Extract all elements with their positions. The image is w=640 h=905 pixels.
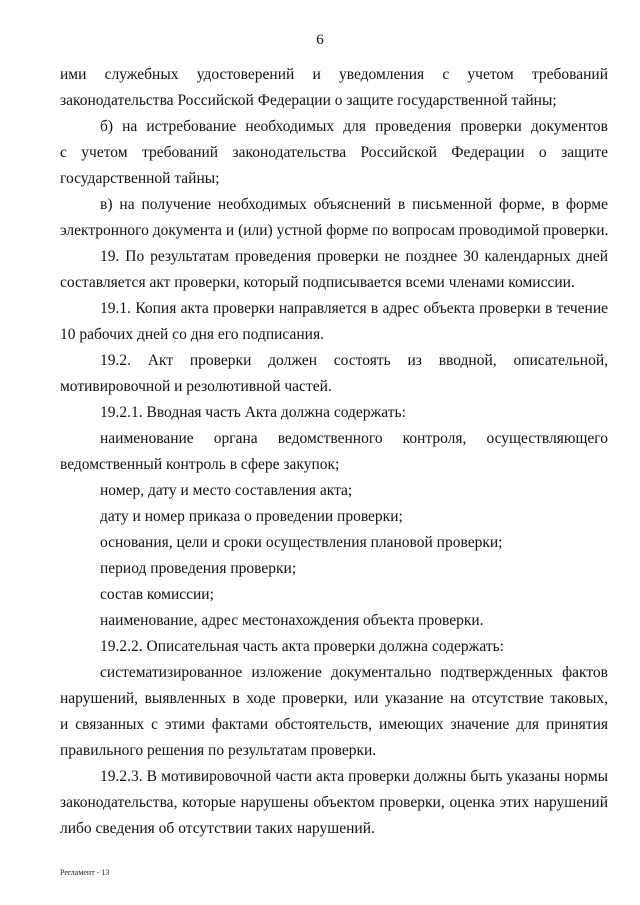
text-line: 10 рабочих дней со дня его подписания. <box>60 326 324 343</box>
text-line: правильного решения по результатам проверки. <box>60 742 377 759</box>
paragraph <box>60 504 608 530</box>
text-line: 19.1. Копия акта проверки направляется в адрес объекта проверки в течение <box>100 300 608 317</box>
paragraph <box>60 62 608 114</box>
paragraph <box>60 634 608 660</box>
paragraph <box>60 400 608 426</box>
text-line: электронного документа и (или) устной форме по вопросам проводимой проверки. <box>60 222 609 239</box>
paragraph <box>60 192 608 244</box>
text-line: либо сведения об отсутствии таких нарушений. <box>60 820 375 837</box>
paragraph <box>60 660 608 764</box>
paragraph <box>60 582 608 608</box>
paragraph <box>60 114 608 192</box>
text-line: ведомственный контроль в сфере закупок; <box>60 456 340 473</box>
text-line: 19.2.1. Вводная часть Акта должна содержать: <box>100 404 406 421</box>
paragraph <box>60 296 608 348</box>
text-line: основания, цели и сроки осуществления плановой проверки; <box>100 534 503 551</box>
text-line: законодательства, которые нарушены объектом проверки, оценка этих нарушений <box>60 794 608 811</box>
text-line: нарушений, выявленных в ходе проверки, или указание на отсутствие таковых, <box>60 690 608 707</box>
text-line: законодательства Российской Федерации о защите государственной тайны; <box>60 92 557 109</box>
document-body <box>60 62 608 842</box>
footer-label: Регламент - 13 <box>60 868 110 877</box>
text-line: 19.2. Акт проверки должен состоять из вводной, описательной, <box>100 352 608 369</box>
paragraph <box>60 244 608 296</box>
paragraph <box>60 530 608 556</box>
text-line: наименование, адрес местонахождения объекта проверки. <box>100 612 484 629</box>
text-line: состав комиссии; <box>100 586 214 603</box>
paragraph <box>60 608 608 634</box>
paragraph <box>60 426 608 478</box>
text-line: б) на истребование необходимых для проведения проверки документов <box>100 118 608 135</box>
text-line: в) на получение необходимых объяснений в письменной форме, в форме <box>100 196 608 213</box>
text-line: государственной тайны; <box>60 170 220 187</box>
text-line: 19. По результатам проведения проверки не позднее 30 календарных дней <box>100 248 608 265</box>
text-line: период проведения проверки; <box>100 560 297 577</box>
text-line: дату и номер приказа о проведении проверки; <box>100 508 403 525</box>
paragraph <box>60 478 608 504</box>
text-line: 19.2.2. Описательная часть акта проверки должна содержать: <box>100 638 504 655</box>
paragraph <box>60 348 608 400</box>
paragraph <box>60 764 608 842</box>
text-line: 19.2.3. В мотивировочной части акта проверки должны быть указаны нормы <box>100 768 608 785</box>
page-number: 6 <box>316 32 324 48</box>
text-line: наименование органа ведомственного контроля, осуществляющего <box>100 430 608 447</box>
text-line: с учетом требований законодательства Российской Федерации о защите <box>60 144 608 161</box>
text-line: систематизированное изложение документально подтвержденных фактов <box>100 664 608 681</box>
text-line: составляется акт проверки, который подписывается всеми членами комиссии. <box>60 274 575 291</box>
text-line: мотивировочной и резолютивной частей. <box>60 378 332 395</box>
text-line: номер, дату и место составления акта; <box>100 482 353 499</box>
text-line: ими служебных удостоверений и уведомления с учетом требований <box>60 66 608 83</box>
text-line: и связанных с этими фактами обстоятельств, имеющих значение для принятия <box>60 716 608 733</box>
paragraph <box>60 556 608 582</box>
